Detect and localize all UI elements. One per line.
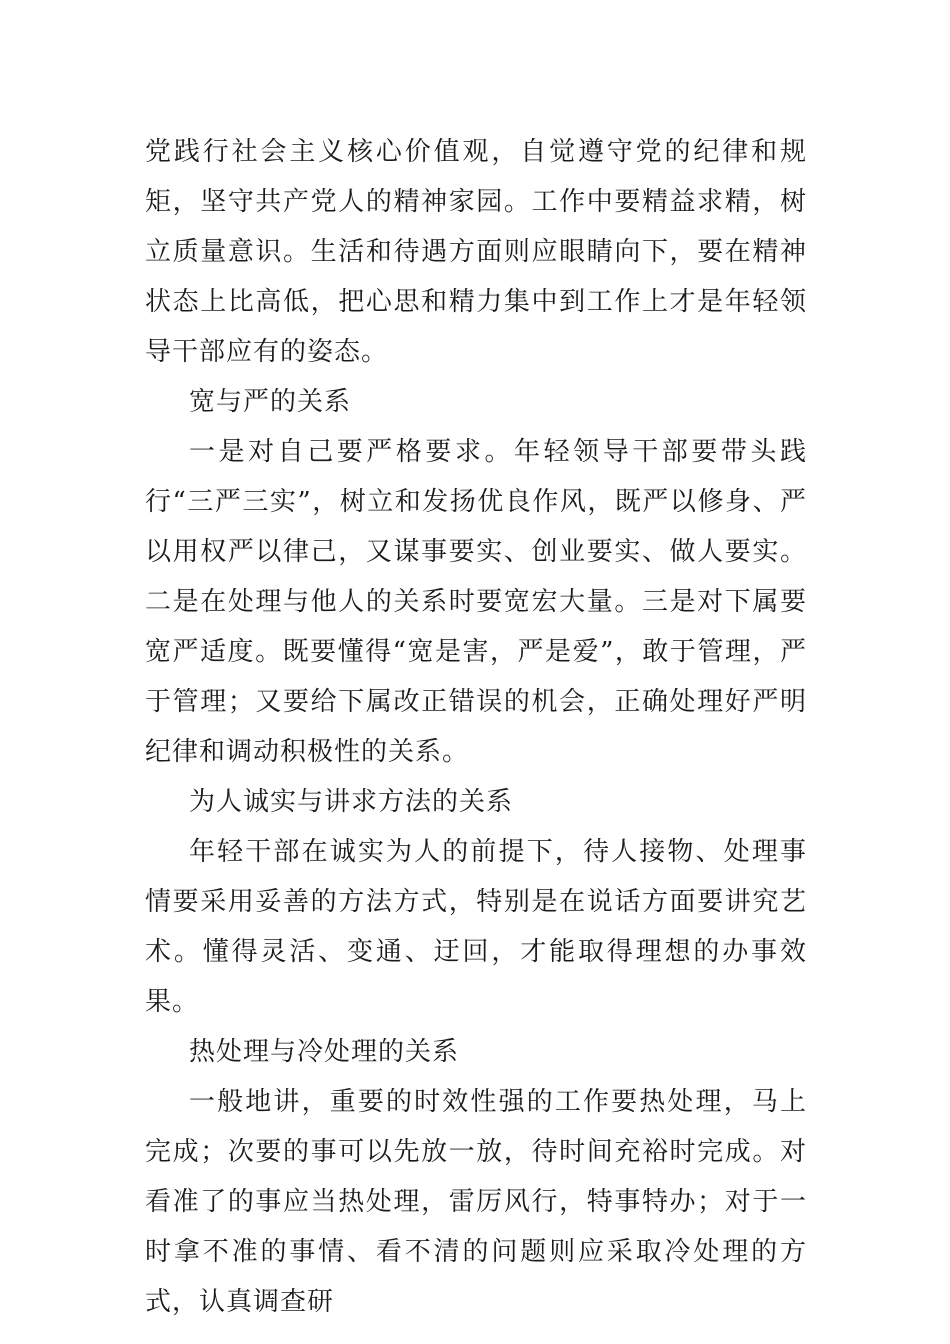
section-heading-leniency-strictness: 宽与严的关系 <box>189 387 352 417</box>
paragraph-honesty-method: 年轻干部在诚实为人的前提下，待人接物、处理事情要采用妥善的方法方式，特别是在说话方面要讲究艺术。懂得灵活、变通、迂回，才能取得理想的办事效果。 <box>145 837 807 1017</box>
section-heading-hot-cold-handling: 热处理与冷处理的关系 <box>189 1037 460 1067</box>
section-heading-honesty-method: 为人诚实与讲求方法的关系 <box>189 787 514 817</box>
paragraph-hot-cold-handling: 一般地讲，重要的时效性强的工作要热处理，马上完成；次要的事可以先放一放，待时间充裕时完成。对看准了的事应当热处理，雷厉风行，特事特办；对于一时拿不准的事情、看不清的问题则应采取冷处理的方式，认真调查研 <box>145 1087 807 1317</box>
document-body <box>145 127 807 1327</box>
paragraph-continuation: 党践行社会主义核心价值观，自觉遵守党的纪律和规矩，坚守共产党人的精神家园。工作中要精益求精，树立质量意识。生活和待遇方面则应眼睛向下，要在精神状态上比高低，把心思和精力集中到工作上才是年轻领导干部应有的姿态。 <box>145 137 807 367</box>
paragraph-leniency-strictness: 一是对自己要严格要求。年轻领导干部要带头践行“三严三实”，树立和发扬优良作风，既严以修身、严以用权严以律己，又谋事要实、创业要实、做人要实。二是在处理与他人的关系时要宽宏大量。三是对下属要宽严适度。既要懂得“宽是害，严是爱”，敢于管理，严于管理；又要给下属改正错误的机会，正确处理好严明纪律和调动积极性的关系。 <box>145 437 807 767</box>
